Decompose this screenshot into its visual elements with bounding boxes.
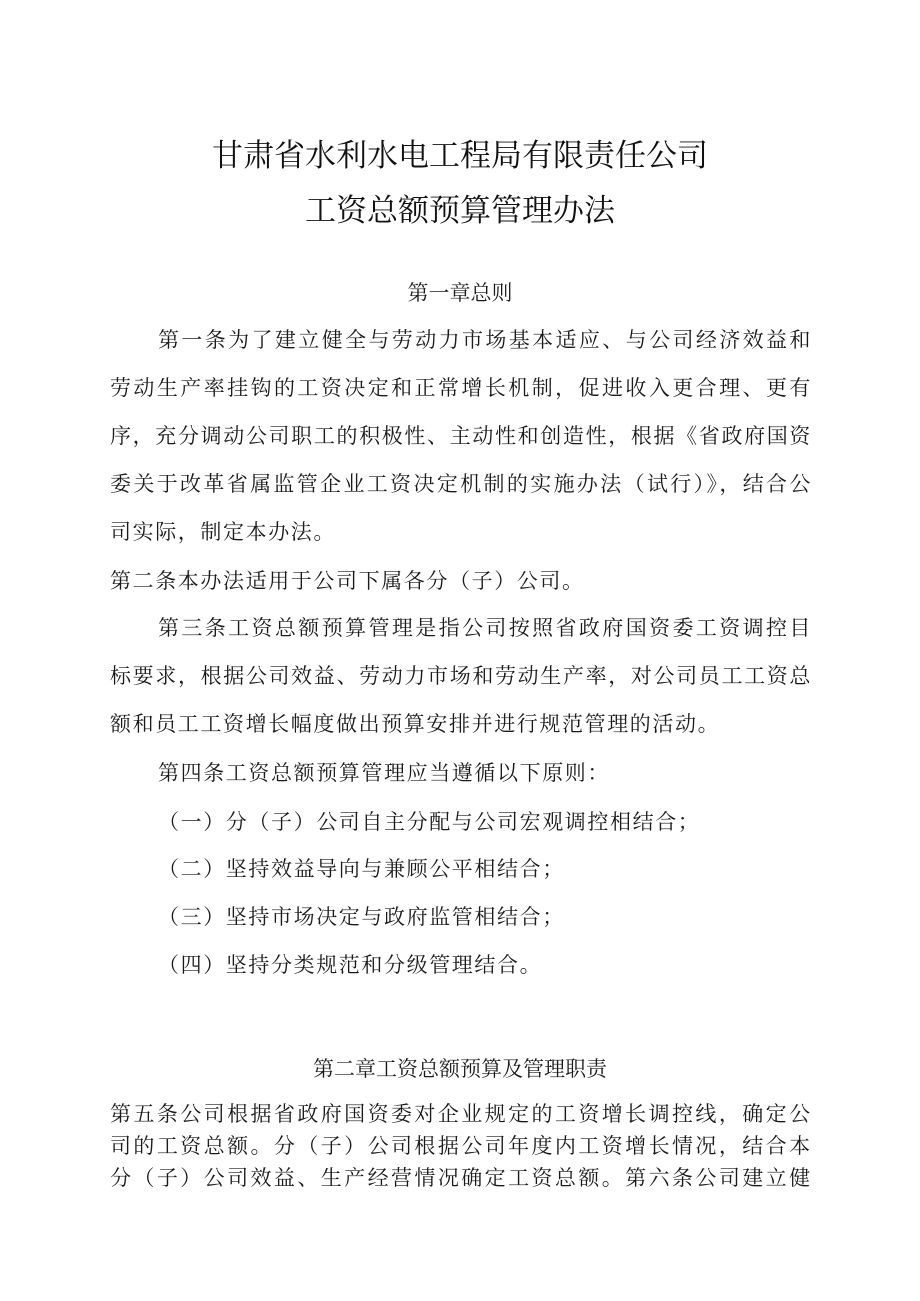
principle-item: （一）分（子）公司自主分配与公司宏观调控相结合；: [158, 810, 701, 834]
chapter1-heading: 第一章总则: [407, 281, 513, 305]
article-2: 第二条本办法适用于公司下属各分（子）公司。: [110, 569, 585, 593]
article-3: 第三条工资总额预算管理是指公司按照省政府国资委工资调控目标要求，根据公司效益、劳动力市场和劳动生产率，对公司员工工资总额和员工工资增长幅度做出预算安排并进行规范管理的活动。: [110, 616, 812, 736]
article-4-intro: 第四条工资总额预算管理应当遵循以下原则：: [158, 761, 610, 785]
article-1: 第一条为了建立健全与劳动力市场基本适应、与公司经济效益和劳动生产率挂钩的工资决定和正常增长机制，促进收入更合理、更有序，充分调动公司职工的积极性、主动性和创造性，根据《省政府国资委关于改革省属监管企业工资决定机制的实施办法（试行）》，结合公司实际，制定本办法。: [110, 328, 812, 544]
principle-item: （三）坚持市场决定与政府监管相结合；: [158, 905, 565, 929]
principle-item: （四）坚持分类规范和分级管理结合。: [158, 953, 543, 977]
document-title-line1: 甘肃省水利水电工程局有限责任公司: [212, 138, 708, 174]
chapter2-heading: 第二章工资总额预算及管理职责: [313, 1057, 607, 1081]
article-5: 第五条公司根据省政府国资委对企业规定的工资增长调控线，确定公司的工资总额。分（子）公司根据公司年度内工资增长情况，结合本分（子）公司效益、生产经营情况确定工资总额。第六条公司建立健: [110, 1102, 812, 1190]
document-title-line2: 工资总额预算管理办法: [305, 193, 615, 229]
principle-item: （二）坚持效益导向与兼顾公平相结合；: [158, 857, 565, 881]
